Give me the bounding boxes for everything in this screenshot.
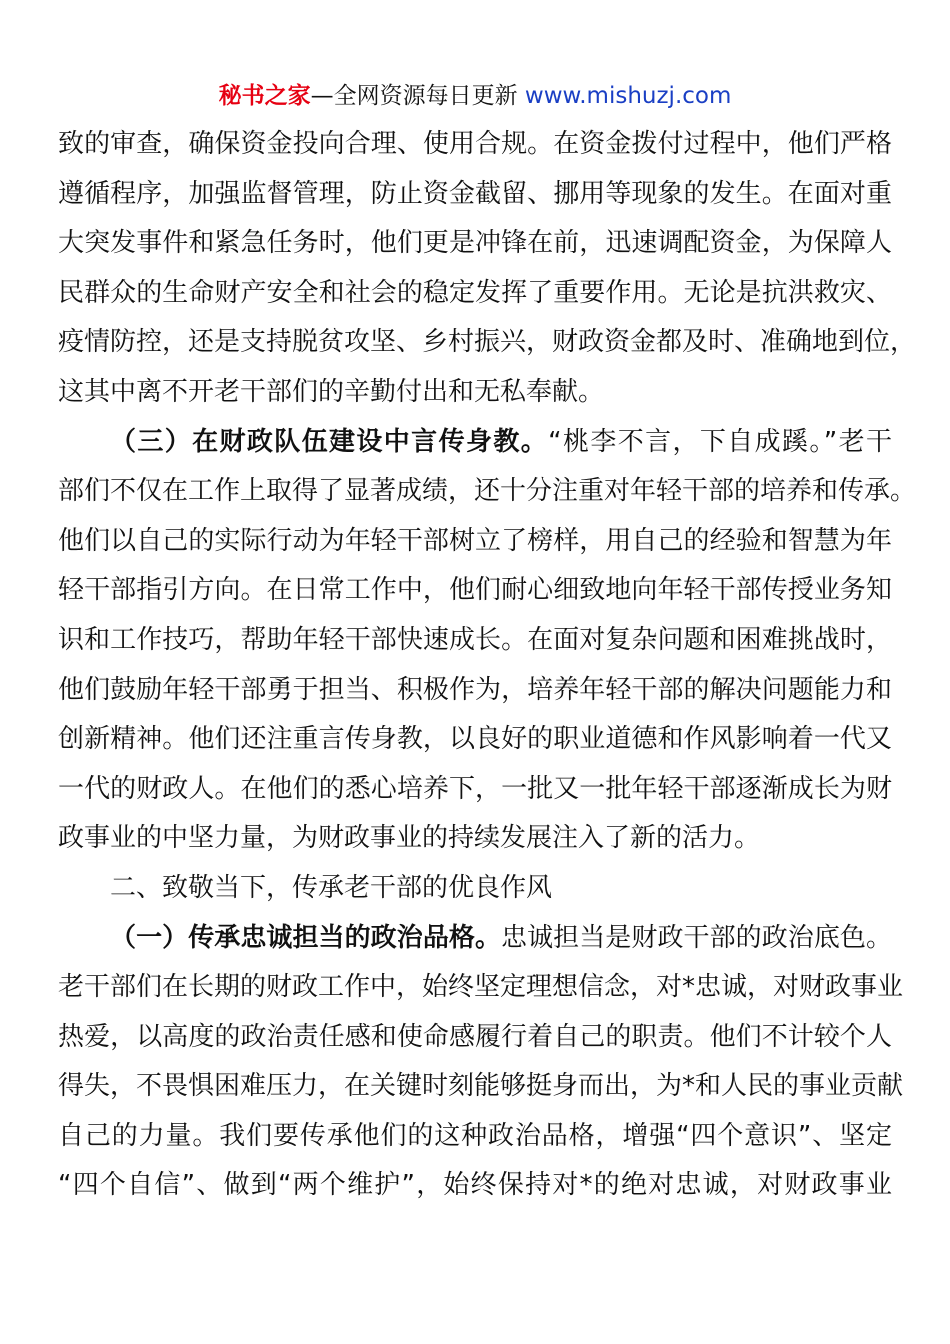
text-line: 他们鼓励年轻干部勇于担当、积极作为，培养年轻干部的解决问题能力和 [58,674,892,705]
text-line: 致的审查，确保资金投向合理、使用合规。在资金拨付过程中，他们严格 [58,129,892,159]
text-line: 轻干部指引方向。在日常工作中，他们耐心细致地向年轻干部传授业务知 [58,575,892,606]
section-title [58,864,892,914]
paragraph-lead-text: 忠诚担当是财政干部的政治底色。 [501,922,892,953]
text-line: 他们以自己的实际行动为年轻干部树立了榜样，用自己的经验和智慧为年 [58,525,892,556]
watermark-header [0,80,950,112]
section-title-text: 二、致敬当下，传承老干部的优良作风 [110,872,553,903]
paragraph-first-line [58,914,892,964]
text-line: 热爱，以高度的政治责任感和使命感履行着自己的职责。他们不计较个人 [58,1021,892,1052]
paragraph-first-line [58,418,892,468]
document-body [58,120,917,1211]
paragraph-heading: （一）传承忠诚担当的政治品格。 [110,922,502,953]
text-line: 创新精神。他们还注重言传身教，以良好的职业道德和作风影响着一代又 [58,724,892,755]
paragraph-lead-text: “桃李不言，下自成蹊。”老干 [548,426,892,457]
paragraph-heading: （三）在财政队伍建设中言传身教。 [110,426,549,457]
text-line: “四个自信”、做到“两个维护”，始终保持对*的绝对忠诚，对财政事业 [58,1170,892,1201]
paragraph-1 [58,120,917,418]
text-line: 遵循程序，加强监督管理，防止资金截留、挪用等现象的发生。在面对重 [58,178,892,209]
header-brand: 秘书之家 [218,83,311,109]
header-url[interactable]: www.mishuzj.com [524,83,732,109]
text-line: 部们不仅在工作上取得了显著成绩，还十分注重对年轻干部的培养和传承。 [58,476,917,507]
text-line: 识和工作技巧，帮助年轻干部快速成长。在面对复杂问题和困难挑战时， [58,624,892,655]
text-line: 大突发事件和紧急任务时，他们更是冲锋在前，迅速调配资金，为保障人 [58,228,892,259]
text-line: 这其中离不开老干部们的辛勤付出和无私奉献。 [58,376,605,407]
header-tagline: —全网资源每日更新 [310,83,525,109]
text-line: 自己的力量。我们要传承他们的这种政治品格，增强“四个意识”、坚定 [58,1120,892,1151]
text-line: 民群众的生命财产安全和社会的稳定发挥了重要作用。无论是抗洪救灾、 [58,277,892,308]
text-line: 得失，不畏惧困难压力，在关键时刻能够挺身而出，为*和人民的事业贡献 [58,1071,904,1102]
paragraph-3 [58,914,904,1212]
text-line: 老干部们在长期的财政工作中，始终坚定理想信念，对*忠诚，对财政事业 [58,972,904,1003]
paragraph-2 [58,418,917,864]
text-line: 疫情防控，还是支持脱贫攻坚、乡村振兴，财政资金都及时、准确地到位， [58,327,917,358]
text-line: 政事业的中坚力量，为财政事业的持续发展注入了新的活力。 [58,823,761,854]
text-line: 一代的财政人。在他们的悉心培养下，一批又一批年轻干部逐渐成长为财 [58,773,892,804]
